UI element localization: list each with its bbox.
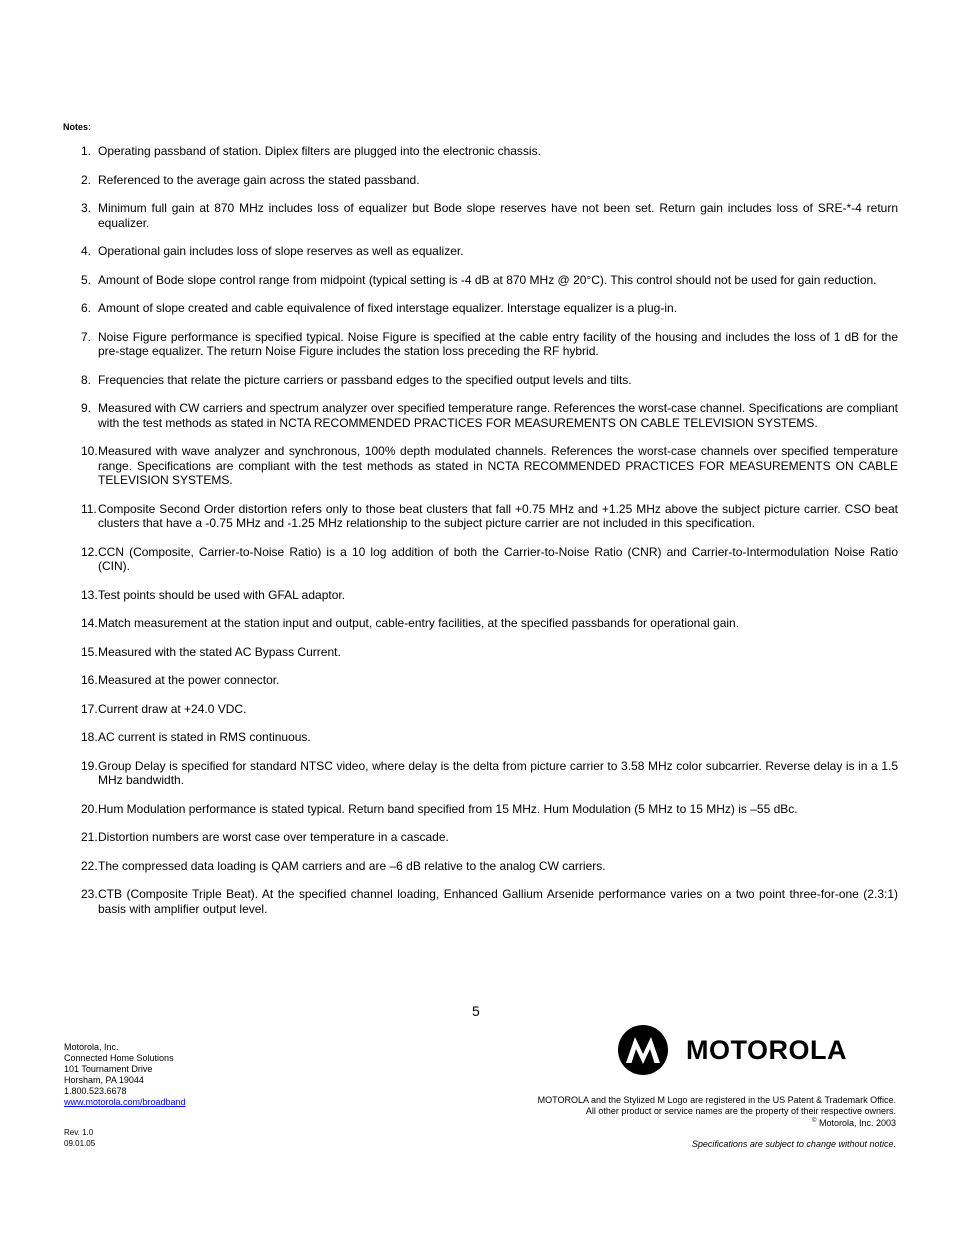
note-text: Minimum full gain at 870 MHz includes loss of equalizer but Bode slope reserves have not been set. Return gain includes loss of SRE-*-4 return equalizer. (98, 201, 898, 230)
note-text: Amount of Bode slope control range from midpoint (typical setting is -4 dB at 870 MHz @ 20°C). This control should not be used for gain reduction. (98, 272, 877, 287)
note-number-label: 12. (81, 544, 98, 559)
note-number (63, 645, 98, 660)
note-item (63, 588, 898, 603)
note-item (63, 830, 898, 845)
notes-list (63, 144, 898, 930)
note-text: Measured with wave analyzer and synchronous, 100% depth modulated channels. References the worst-case channels over specified temperature range. Specifications are compliant with the test methods as stated in NCTA RECOMMENDED PRACTICES FOR MEASUREMENTS ON CABLE TELEVISION SYSTEMS. (98, 444, 898, 487)
note-item (63, 673, 898, 688)
legal-notice (476, 1095, 896, 1129)
note-number (63, 301, 98, 316)
note-number-label: 10. (81, 444, 98, 458)
note-item (63, 802, 898, 817)
note-number-label: 2. (81, 172, 92, 187)
note-number (63, 545, 98, 574)
note-number-label: 8. (81, 372, 92, 387)
note-number-label: 5. (81, 272, 92, 287)
note-text: Referenced to the average gain across the stated passband. (98, 172, 420, 187)
note-item (63, 301, 898, 316)
note-item (63, 444, 898, 488)
note-text: Measured with CW carriers and spectrum analyzer over specified temperature range. References the worst-case channel. Specifications are compliant with the test methods as stated in NCTA RECOMMENDED PRACTICES FOR MEASUREMENTS ON CABLE TELEVISION SYSTEMS. (98, 401, 898, 430)
disclaimer: Specifications are subject to change without notice. (691, 1139, 896, 1149)
motorola-logo (617, 1024, 847, 1076)
note-number (63, 444, 98, 488)
revision-date: 09.01.05 (64, 1138, 96, 1148)
note-text: Distortion numbers are worst case over temperature in a cascade. (98, 830, 449, 844)
motorola-wordmark: MOTOROLA (686, 1034, 847, 1065)
copyright-text: Motorola, Inc. 2003 (816, 1118, 896, 1128)
note-text: The compressed data loading is QAM carriers and are –6 dB relative to the analog CW carriers. (98, 858, 606, 873)
company-phone: 1.800.523.6678 (64, 1086, 127, 1096)
note-text: Group Delay is specified for standard NTSC video, where delay is the delta from picture carrier to 3.58 MHz color subcarrier. Reverse delay is in a 1.5 MHz bandwidth. (98, 758, 898, 787)
note-number (63, 588, 98, 603)
note-number-label: 13. (81, 587, 98, 602)
note-text: Measured with the stated AC Bypass Current. (98, 644, 341, 659)
note-text: Match measurement at the station input and output, cable-entry facilities, at the specified passbands for operational gain. (98, 616, 740, 630)
note-number (63, 702, 98, 717)
revision-info (64, 1128, 95, 1149)
note-number-label: 9. (81, 401, 92, 415)
note-item (63, 502, 898, 531)
note-number (63, 173, 98, 188)
note-item (63, 887, 898, 916)
company-city: Horsham, PA 19044 (64, 1075, 144, 1085)
note-item (63, 645, 898, 660)
note-item (63, 759, 898, 788)
note-text: CTB (Composite Triple Beat). At the specified channel loading, Enhanced Gallium Arsenide performance varies on a two point three-for-one (2.3:1) basis with amplifier output level. (98, 887, 898, 916)
note-number-label: 3. (81, 201, 92, 215)
note-text: CCN (Composite, Carrier-to-Noise Ratio) is a 10 log addition of both the Carrier-to-Noise Ratio (CNR) and Carrier-to-Intermodulation Noise Ratio (CIN). (98, 544, 898, 573)
motorola-m-icon (617, 1024, 669, 1076)
note-item (63, 144, 898, 159)
note-number-label: 16. (81, 673, 98, 687)
copyright-symbol: © (812, 1118, 817, 1124)
note-number (63, 859, 98, 874)
trademark-line-1: MOTOROLA and the Stylized M Logo are registered in the US Patent & Trademark Office. (537, 1095, 896, 1105)
note-number-label: 23. (81, 887, 98, 901)
note-number-label: 20. (81, 801, 98, 816)
trademark-line-2: All other product or service names are the property of their respective owners. (585, 1105, 896, 1116)
note-number-label: 18. (81, 730, 98, 744)
note-text: Test points should be used with GFAL adaptor. (98, 587, 346, 602)
note-text: Operating passband of station. Diplex filters are plugged into the electronic chassis. (98, 144, 541, 158)
note-item (63, 373, 898, 388)
company-name: Motorola, Inc. (64, 1042, 119, 1052)
note-number-label: 14. (81, 616, 98, 630)
note-number (63, 616, 98, 631)
note-number (63, 673, 98, 688)
note-item (63, 244, 898, 259)
revision-number: Rev. 1.0 (64, 1128, 94, 1137)
note-text: Current draw at +24.0 VDC. (98, 701, 247, 716)
note-text: Amount of slope created and cable equivalence of fixed interstage equalizer. Interstage equalizer is a plug-in. (98, 301, 678, 315)
note-text: Frequencies that relate the picture carriers or passband edges to the specified output levels and tilts. (98, 372, 632, 387)
note-text: Measured at the power connector. (98, 673, 280, 687)
note-number-label: 15. (81, 644, 98, 659)
note-number-label: 7. (81, 329, 92, 344)
note-number (63, 273, 98, 288)
company-division: Connected Home Solutions (64, 1053, 174, 1063)
note-number (63, 373, 98, 388)
note-item (63, 859, 898, 874)
note-item (63, 616, 898, 631)
note-number-label: 4. (81, 244, 92, 258)
note-item (63, 330, 898, 359)
note-text: AC current is stated in RMS continuous. (98, 730, 311, 744)
note-number (63, 502, 98, 531)
note-number-label: 1. (81, 144, 92, 158)
note-number-label: 21. (81, 830, 98, 844)
note-number-label: 22. (81, 858, 98, 873)
note-item (63, 173, 898, 188)
note-number-label: 17. (81, 701, 98, 716)
note-item (63, 702, 898, 717)
note-number-label: 6. (81, 301, 92, 315)
page-number: 5 (472, 1003, 480, 1019)
copyright (476, 1116, 896, 1129)
company-website-link[interactable]: www.motorola.com/broadband (64, 1097, 186, 1107)
note-item (63, 730, 898, 745)
note-text: Noise Figure performance is specified typical. Noise Figure is specified at the cable entry facility of the housing and includes the loss of 1 dB for the pre-stage equalizer. The return Noise Figure includes the station loss preceding the RF hybrid. (98, 329, 898, 358)
note-number (63, 330, 98, 359)
note-number (63, 201, 98, 230)
note-text: Composite Second Order distortion refers only to those beat clusters that fall +0.75 MHz and +1.25 MHz above the subject picture carrier. CSO beat clusters that have a -0.75 MHz and -1.25 MHz relationship to the subject picture carrier are not included in this specification. (98, 501, 898, 530)
notes-heading: Notes: (63, 122, 92, 132)
note-number-label: 11. (81, 501, 97, 516)
note-number (63, 401, 98, 430)
note-item (63, 545, 898, 574)
note-text: Hum Modulation performance is stated typical. Return band specified from 15 MHz. Hum Modulation (5 MHz to 15 MHz) is –55 dBc. (98, 801, 798, 816)
company-street: 101 Tournament Drive (64, 1064, 153, 1074)
note-number (63, 244, 98, 259)
note-item (63, 273, 898, 288)
note-number (63, 759, 98, 788)
note-number (63, 730, 98, 745)
company-address (64, 1042, 186, 1108)
note-text: Operational gain includes loss of slope reserves as well as equalizer. (98, 244, 464, 258)
note-number-label: 19. (81, 758, 98, 773)
note-item (63, 401, 898, 430)
note-number (63, 887, 98, 916)
note-number (63, 144, 98, 159)
note-item (63, 201, 898, 230)
note-number (63, 802, 98, 817)
note-number (63, 830, 98, 845)
